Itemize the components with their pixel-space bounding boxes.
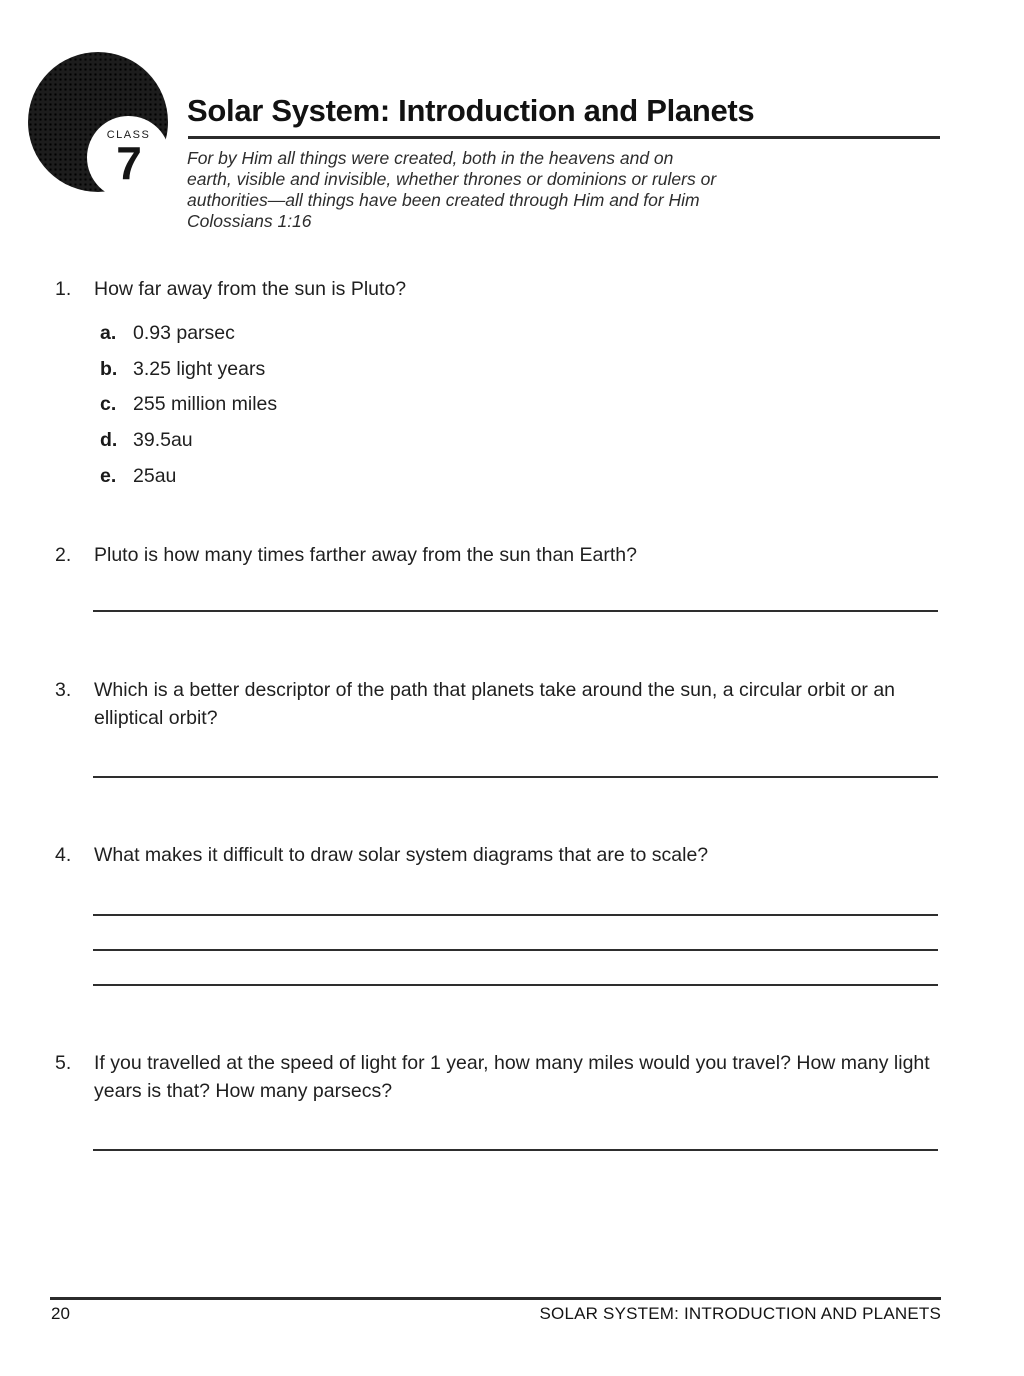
option-letter: c. [100,393,117,415]
question-1-option-c [100,390,277,418]
answer-line-q5 [93,1149,938,1151]
answer-line-q3 [93,776,938,778]
option-text: 25au [133,465,177,487]
question-1-text: How far away from the sun is Pluto? [94,278,407,300]
option-text: 255 million miles [133,393,278,415]
class-number: 7 [116,137,141,189]
question-5-text: If you travelled at the speed of light for 1 year, how many miles would you travel? How many light years is that? How many parsecs? [94,1052,930,1102]
footer-divider [50,1297,941,1300]
verse-line-3: authorities—all things have been created through Him and for Him [187,190,700,210]
option-text: 39.5au [133,429,193,451]
option-text: 3.25 light years [133,358,266,380]
scripture-verse [187,148,716,232]
question-1-option-d [100,426,193,454]
verse-line-2: earth, visible and invisible, whether thrones or dominions or rulers or [187,169,717,189]
footer-title: SOLAR SYSTEM: INTRODUCTION AND PLANETS [539,1304,941,1323]
title-divider [188,136,940,139]
answer-line-q4-2 [93,949,938,951]
option-letter: a. [100,322,117,344]
question-5-number: 5. [55,1052,72,1074]
question-1-option-e [100,462,176,490]
answer-line-q4-1 [93,914,938,916]
question-2-number: 2. [55,544,72,566]
option-letter: b. [100,358,118,380]
question-1-number: 1. [55,278,72,300]
question-1-option-a [100,319,235,347]
answer-line-q4-3 [93,984,938,986]
answer-line-q2 [93,610,938,612]
question-4-number: 4. [55,844,72,866]
class-label: CLASS [106,129,151,141]
option-text: 0.93 parsec [133,322,235,344]
question-2-text: Pluto is how many times farther away from the sun than Earth? [94,544,638,566]
verse-citation: Colossians 1:16 [187,211,312,231]
option-letter: e. [100,465,117,487]
question-3-number: 3. [55,679,72,701]
question-3-text: Which is a better descriptor of the path that planets take around the sun, a circular orbit or an elliptical orbit? [94,679,896,729]
verse-line-1: For by Him all things were created, both in the heavens and on [187,148,674,168]
option-letter: d. [100,429,118,451]
class-badge [87,116,170,199]
page-number: 20 [51,1304,70,1323]
question-1-option-b [100,355,265,383]
page-title: Solar System: Introduction and Planets [187,93,755,128]
question-4-text: What makes it difficult to draw solar system diagrams that are to scale? [94,844,709,866]
